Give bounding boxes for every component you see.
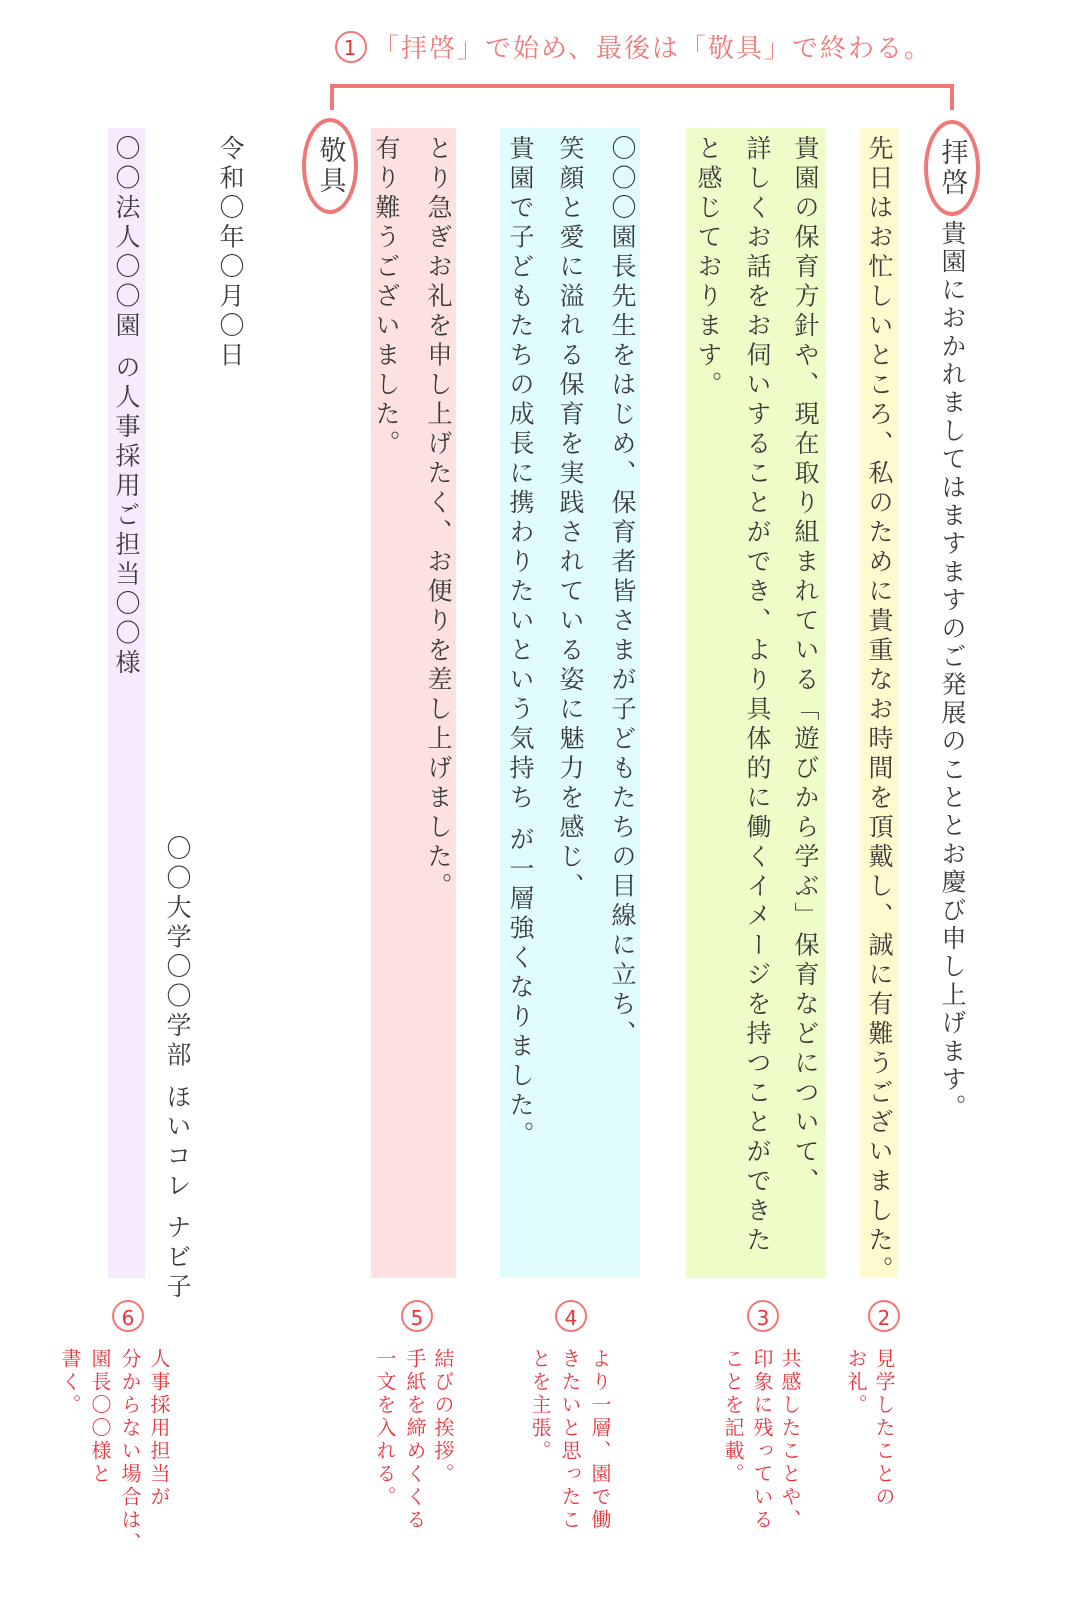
note-2-line-1: 見学したことの xyxy=(872,1348,896,1509)
recipient: 〇〇法人〇〇園 の人事採用ご担当〇〇様 xyxy=(112,135,141,679)
closing-line-1: とり急ぎお礼を申し上げたく、お便りを差し上げました。 xyxy=(424,135,453,902)
motivation-line-1: 〇〇〇園長先生をはじめ、保育者皆さまが子どもたちの目線に立ち、 xyxy=(608,135,637,1050)
heading xyxy=(335,28,932,65)
note-3-number: 3 xyxy=(747,1300,779,1332)
note-5-line-2: 手紙を締めくくる xyxy=(403,1348,427,1532)
note-3-line-2: 印象に残っている xyxy=(750,1348,774,1532)
closing-word: 敬具 xyxy=(314,136,346,196)
date: 令和〇年〇月〇日 xyxy=(216,135,245,371)
note-4-number: 4 xyxy=(555,1300,587,1332)
note-6-number: 6 xyxy=(112,1300,144,1332)
note-4-line-2: きたいと思ったこ xyxy=(558,1348,582,1532)
note-6-line-3: 園長〇〇様と xyxy=(88,1348,112,1486)
impression-line-2: 詳しくお話をお伺いすることができ、より具体的に働くイメージを持つことができた xyxy=(743,135,772,1256)
note-6-line-2: 分からない場合は、 xyxy=(118,1348,142,1555)
closing-line-2: 有り難うございました。 xyxy=(372,135,401,460)
heading-text: 「拝啓」で始め、最後は「敬具」で終わる。 xyxy=(373,34,932,64)
note-5-line-3: 一文を入れる。 xyxy=(373,1348,397,1509)
note-2-number: 2 xyxy=(868,1300,900,1332)
impression-line-3: と感じております。 xyxy=(694,135,723,401)
thanks-line: 先日はお忙しいところ、私のために貴重なお時間を頂戴し、誠に有難うございました。 xyxy=(865,135,894,1286)
impression-line-1: 貴園の保育方針や、現在取り組まれている「遊びから学ぶ」保育などについて、 xyxy=(791,135,820,1197)
note-2-line-2: お礼。 xyxy=(844,1348,868,1417)
motivation-line-2: 笑顔と愛に溢れる保育を実践されている姿に魅力を感じ、 xyxy=(556,135,585,902)
greeting-line: 貴園におかれましてはますますのご発展のこととお慶び申し上げます。 xyxy=(938,220,967,1123)
note-3-line-1: 共感したことや、 xyxy=(778,1348,802,1532)
sender: 〇〇大学〇〇学部 ほいコレ ナビ子 xyxy=(163,835,192,1303)
note-5-number: 5 xyxy=(401,1300,433,1332)
opening-word: 拝啓 xyxy=(936,138,968,198)
note-4-line-3: とを主張。 xyxy=(528,1348,552,1463)
bracket-line xyxy=(330,84,954,110)
note-6-line-4: 書く。 xyxy=(58,1348,82,1417)
number-badge: 1 xyxy=(335,31,367,63)
motivation-line-3: 貴園で子どもたちの成長に携わりたいという気持ち が一層強くなりました。 xyxy=(506,135,535,1151)
opening-oval xyxy=(924,120,980,216)
note-5-line-1: 結びの挨拶。 xyxy=(431,1348,455,1486)
note-3-line-3: ことを記載。 xyxy=(721,1348,745,1486)
closing-oval xyxy=(302,118,358,214)
note-6-line-1: 人事採用担当が xyxy=(147,1348,171,1509)
note-4-line-1: より一層、園で働 xyxy=(588,1348,612,1532)
